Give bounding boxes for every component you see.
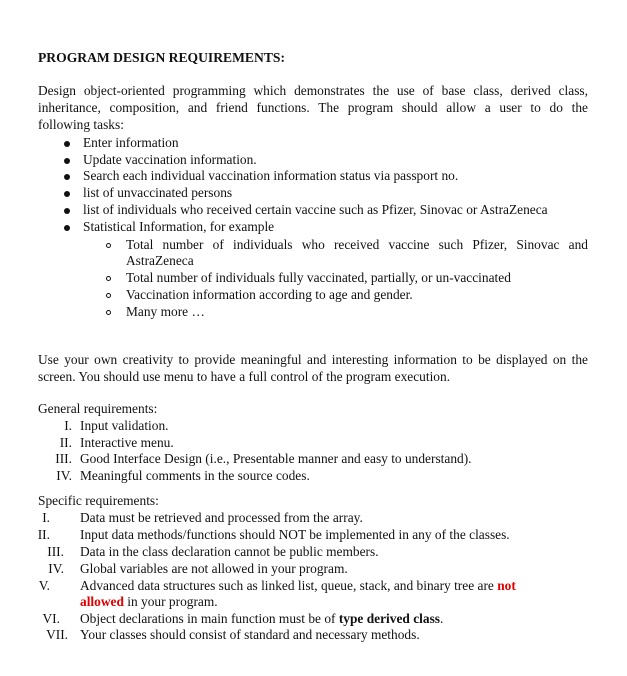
sublist-item: Total number of individuals who received vaccine such Pfizer, Sinovac and (126, 237, 588, 252)
item-number: VI. (42, 611, 60, 626)
list-item: Good Interface Design (i.e., Presentable manner and easy to understand). (80, 451, 472, 466)
item-number: VII. (46, 627, 68, 642)
general-heading: General requirements: (38, 401, 158, 416)
list-item: Data in the class declaration cannot be public members. (80, 544, 379, 559)
page-title: PROGRAM DESIGN REQUIREMENTS: (38, 50, 285, 65)
sublist-item: Total number of individuals fully vaccinated, partially, or un-vaccinated (126, 270, 511, 285)
bullet-icon (64, 141, 70, 147)
list-item: list of unvaccinated persons (83, 185, 233, 200)
circle-bullet-icon (106, 276, 111, 281)
emphasis-allowed: allowed (80, 594, 124, 609)
list-item: list of individuals who received certain vaccine such as Pfizer, Sinovac or AstraZeneca (83, 202, 548, 217)
list-item-cont (80, 594, 218, 610)
item-text: Advanced data structures such as linked list, queue, stack, and binary tree are (80, 578, 498, 593)
sublist-item-cont: AstraZeneca (126, 253, 194, 268)
intro-line-2: inheritance, composition, and friend functions. The program should allow a user to do the (38, 100, 588, 115)
list-item: Global variables are not allowed in your program. (80, 561, 348, 576)
bullet-icon (64, 225, 70, 231)
list-item: Enter information (83, 135, 179, 150)
list-item (80, 578, 516, 594)
list-item (80, 611, 443, 627)
item-number: II. (59, 435, 72, 450)
item-number: II. (37, 527, 50, 542)
list-item: Statistical Information, for example (83, 219, 275, 234)
item-number: III. (47, 544, 64, 559)
item-number: I. (64, 418, 72, 433)
item-number: I. (42, 510, 50, 525)
bullet-icon (64, 208, 70, 214)
emphasis-type-derived: type derived class (338, 611, 440, 626)
emphasis-not: not (497, 578, 516, 593)
bullet-icon (64, 191, 70, 197)
list-item: Your classes should consist of standard and necessary methods. (80, 627, 420, 642)
list-item: Update vaccination information. (83, 152, 257, 167)
list-item: Data must be retrieved and processed from the array. (80, 510, 363, 525)
item-number: V. (38, 578, 50, 593)
circle-bullet-icon (106, 243, 111, 248)
intro-line-3: following tasks: (38, 117, 124, 132)
creativity-line-1: Use your own creativity to provide meaningful and interesting information to be displayed on the (38, 352, 588, 367)
creativity-line-2: screen. You should use menu to have a full control of the program execution. (38, 369, 451, 384)
list-item: Input validation. (80, 418, 169, 433)
list-item: Interactive menu. (80, 435, 174, 450)
list-item: Input data methods/functions should NOT be implemented in any of the classes. (80, 527, 510, 542)
item-number: IV. (48, 561, 64, 576)
sublist-item: Many more … (126, 304, 205, 319)
list-item: Meaningful comments in the source codes. (80, 468, 310, 483)
intro-line-1: Design object-oriented programming which demonstrates the use of base class, derived class, (38, 83, 588, 98)
item-text: Object declarations in main function must be of (80, 611, 339, 626)
item-number: IV. (56, 468, 72, 483)
list-item: Search each individual vaccination information status via passport no. (83, 168, 459, 183)
item-number: III. (55, 451, 72, 466)
item-text: in your program. (123, 594, 218, 609)
circle-bullet-icon (106, 310, 111, 315)
bullet-icon (64, 174, 70, 180)
sublist-item: Vaccination information according to age and gender. (126, 287, 413, 302)
circle-bullet-icon (106, 293, 111, 298)
bullet-icon (64, 158, 70, 164)
specific-heading: Specific requirements: (38, 493, 159, 508)
item-text: . (440, 611, 444, 626)
